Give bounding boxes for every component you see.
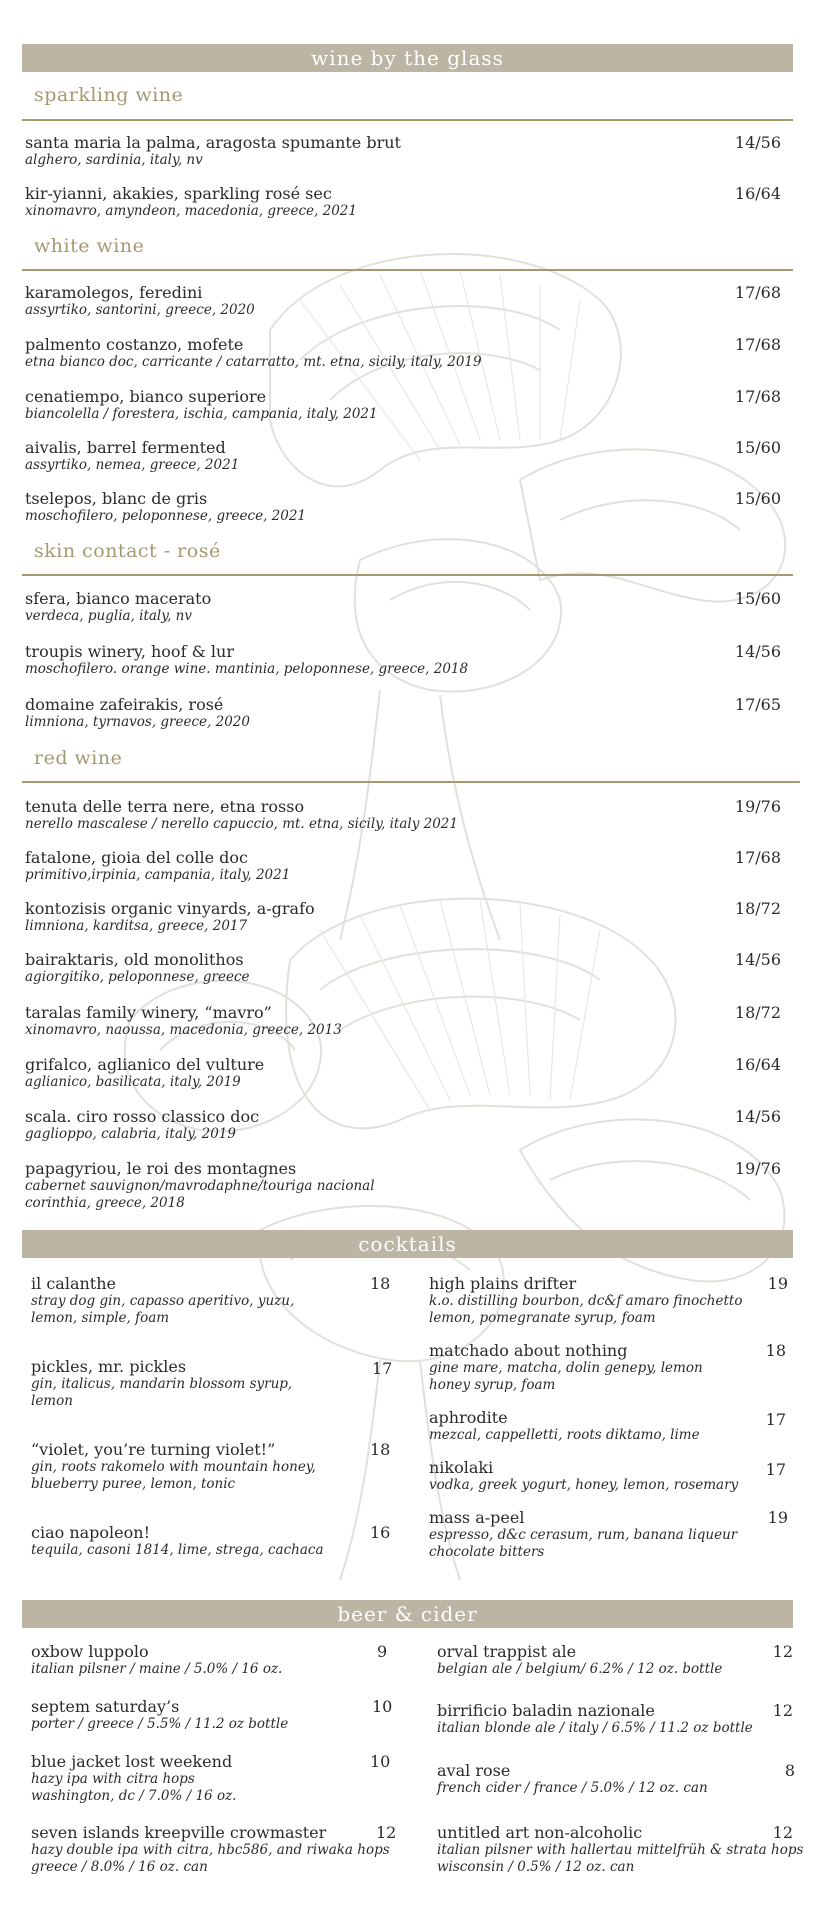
- beer-name: aval rose: [437, 1761, 511, 1780]
- cocktail-name: matchado about nothing: [429, 1341, 628, 1360]
- beer-item: [31, 1642, 282, 1678]
- beer-name: septem saturday’s: [31, 1697, 180, 1716]
- beer-header-band: [22, 1600, 793, 1628]
- wine-desc: primitivo,irpinia, campania, italy, 2021: [25, 867, 291, 883]
- cocktail-item: [31, 1440, 316, 1493]
- beer-name: blue jacket lost weekend: [31, 1752, 233, 1771]
- cocktail-desc: gin, italicus, mandarin blossom syrup,: [31, 1376, 293, 1392]
- beer-desc: porter / greece / 5.5% / 11.2 oz bottle: [31, 1716, 289, 1732]
- beer-item: [437, 1701, 753, 1737]
- wine-name: aivalis, barrel fermented: [25, 438, 226, 457]
- section-title-white: white wine: [34, 235, 145, 257]
- wine-item: [25, 1055, 264, 1091]
- wine-desc: moschofilero, peloponnese, greece, 2021: [25, 508, 307, 524]
- cocktail-price: 16: [370, 1523, 391, 1542]
- cocktail-item: [31, 1274, 294, 1327]
- wine-price: 14/56: [734, 133, 781, 152]
- wine-desc: assyrtiko, santorini, greece, 2020: [25, 302, 255, 318]
- wine-price: 17/68: [734, 335, 781, 354]
- wine-item: [25, 899, 315, 935]
- cocktail-desc: lemon, pomegranate syrup, foam: [429, 1310, 656, 1326]
- wine-name: bairaktaris, old monolithos: [25, 950, 244, 969]
- wine-item: [25, 1107, 259, 1143]
- section-title-skin-contact: skin contact - rosé: [34, 540, 221, 562]
- wine-item: [25, 438, 239, 474]
- wine-price: 18/72: [734, 899, 781, 918]
- wine-name: tselepos, blanc de gris: [25, 489, 208, 508]
- wine-name: fatalone, gioia del colle doc: [25, 848, 248, 867]
- cocktail-price: 19: [767, 1508, 788, 1527]
- beer-desc: greece / 8.0% / 16 oz. can: [31, 1859, 208, 1875]
- wine-desc: cabernet sauvignon/mavrodaphne/touriga nacional: [25, 1178, 375, 1194]
- cocktails-header-band: [22, 1230, 793, 1258]
- wine-name: kir-yianni, akakies, sparkling rosé sec: [25, 184, 332, 203]
- wine-name: scala. ciro rosso classico doc: [25, 1107, 260, 1126]
- cocktail-item: [429, 1508, 737, 1561]
- wine-item: [25, 848, 290, 884]
- cocktail-item: [429, 1274, 742, 1327]
- wine-item: [25, 184, 357, 220]
- beer-price: 12: [772, 1823, 793, 1842]
- wine-price: 16/64: [734, 184, 781, 203]
- section-divider: [22, 119, 793, 121]
- wine-name: palmento costanzo, mofete: [25, 335, 244, 354]
- wine-item: [25, 797, 458, 833]
- wine-item: [25, 1003, 342, 1039]
- beer-desc: italian pilsner / maine / 5.0% / 16 oz.: [31, 1661, 283, 1677]
- wine-name: taralas family winery, “mavro”: [25, 1003, 272, 1022]
- cocktail-name: “violet, you’re turning violet!”: [31, 1440, 276, 1459]
- wine-price: 16/64: [734, 1055, 781, 1074]
- wine-title: wine by the glass: [311, 46, 504, 70]
- cocktail-name: il calanthe: [31, 1274, 116, 1293]
- beer-name: orval trappist ale: [437, 1642, 577, 1661]
- section-divider: [22, 781, 800, 783]
- wine-desc: nerello mascalese / nerello capuccio, mt. etna, sicily, italy 2021: [25, 816, 458, 832]
- wine-price: 17/68: [734, 387, 781, 406]
- cocktail-price: 18: [370, 1440, 391, 1459]
- wine-price: 15/60: [734, 438, 781, 457]
- wine-name: santa maria la palma, aragosta spumante brut: [25, 133, 401, 152]
- cocktail-desc: chocolate bitters: [429, 1544, 545, 1560]
- beer-desc: italian blonde ale / italy / 6.5% / 11.2 oz bottle: [437, 1720, 753, 1736]
- section-title-red: red wine: [34, 747, 123, 769]
- wine-price: 15/60: [734, 589, 781, 608]
- wine-desc: corinthia, greece, 2018: [25, 1195, 185, 1211]
- wine-price: 19/76: [734, 797, 781, 816]
- cocktail-desc: stray dog gin, capasso aperitivo, yuzu,: [31, 1293, 295, 1309]
- beer-desc: french cider / france / 5.0% / 12 oz. can: [437, 1780, 708, 1796]
- wine-name: troupis winery, hoof & lur: [25, 642, 234, 661]
- wine-name: cenatiempo, bianco superiore: [25, 387, 267, 406]
- wine-item: [25, 335, 482, 371]
- beer-price: 12: [772, 1701, 793, 1720]
- wine-price: 14/56: [734, 1107, 781, 1126]
- wine-header-band: [22, 44, 793, 72]
- wine-price: 14/56: [734, 642, 781, 661]
- cocktail-desc: vodka, greek yogurt, honey, lemon, rosemary: [429, 1477, 739, 1493]
- section-divider: [22, 269, 793, 271]
- beer-item: [437, 1823, 803, 1876]
- wine-price: 15/60: [734, 489, 781, 508]
- beer-name: seven islands kreepville crowmaster: [31, 1823, 327, 1842]
- cocktail-desc: gin, roots rakomelo with mountain honey,: [31, 1459, 316, 1475]
- wine-name: karamolegos, feredini: [25, 283, 203, 302]
- cocktail-name: high plains drifter: [429, 1274, 577, 1293]
- wine-name: sfera, bianco macerato: [25, 589, 212, 608]
- beer-title: beer & cider: [337, 1602, 478, 1626]
- wine-desc: xinomavro, naoussa, macedonia, greece, 2013: [25, 1022, 342, 1038]
- beer-name: birrificio baladin nazionale: [437, 1701, 655, 1720]
- wine-desc: biancolella / forestera, ischia, campania, italy, 2021: [25, 406, 378, 422]
- cocktail-desc: espresso, d&c cerasum, rum, banana liqueur: [429, 1527, 738, 1543]
- section-title-sparkling: sparkling wine: [34, 84, 184, 106]
- cocktail-desc: k.o. distilling bourbon, dc&f amaro finochetto: [429, 1293, 743, 1309]
- cocktail-desc: gine mare, matcha, dolin genepy, lemon: [429, 1360, 703, 1376]
- beer-desc: hazy ipa with citra hops: [31, 1771, 195, 1787]
- wine-name: tenuta delle terra nere, etna rosso: [25, 797, 305, 816]
- wine-price: 19/76: [734, 1159, 781, 1178]
- wine-price: 17/68: [734, 283, 781, 302]
- wine-price: 14/56: [734, 950, 781, 969]
- beer-item: [31, 1823, 390, 1876]
- cocktail-item: [429, 1408, 700, 1444]
- wine-item: [25, 642, 468, 678]
- cocktail-name: aphrodite: [429, 1408, 508, 1427]
- cocktail-price: 17: [765, 1410, 786, 1429]
- wine-price: 17/68: [734, 848, 781, 867]
- section-divider: [22, 574, 793, 576]
- cocktail-price: 18: [370, 1274, 391, 1293]
- wine-desc: gaglioppo, calabria, italy, 2019: [25, 1126, 236, 1142]
- cocktail-name: pickles, mr. pickles: [31, 1357, 187, 1376]
- beer-price: 12: [772, 1642, 793, 1661]
- cocktails-title: cocktails: [358, 1232, 457, 1256]
- beer-name: oxbow luppolo: [31, 1642, 149, 1661]
- wine-name: domaine zafeirakis, rosé: [25, 695, 224, 714]
- beer-desc: hazy double ipa with citra, hbc586, and riwaka hops: [31, 1842, 390, 1858]
- wine-item: [25, 695, 250, 731]
- wine-item: [25, 283, 255, 319]
- wine-desc: limniona, karditsa, greece, 2017: [25, 918, 248, 934]
- beer-item: [437, 1761, 708, 1797]
- cocktail-desc: mezcal, cappelletti, roots diktamo, lime: [429, 1427, 700, 1443]
- wine-desc: xinomavro, amyndeon, macedonia, greece, 2021: [25, 203, 357, 219]
- beer-desc: wisconsin / 0.5% / 12 oz. can: [437, 1859, 635, 1875]
- beer-item: [31, 1752, 236, 1805]
- beer-desc: italian pilsner with hallertau mittelfrüh & strata hops: [437, 1842, 804, 1858]
- wine-name: kontozisis organic vinyards, a-grafo: [25, 899, 315, 918]
- beer-price: 8: [784, 1761, 795, 1780]
- wine-name: grifalco, aglianico del vulture: [25, 1055, 265, 1074]
- wine-desc: verdeca, puglia, italy, nv: [25, 608, 192, 624]
- wine-item: [25, 133, 401, 169]
- wine-desc: aglianico, basilicata, italy, 2019: [25, 1074, 241, 1090]
- wine-desc: moschofilero. orange wine. mantinia, peloponnese, greece, 2018: [25, 661, 469, 677]
- cocktail-desc: tequila, casoni 1814, lime, strega, cachaca: [31, 1542, 324, 1558]
- wine-price: 18/72: [734, 1003, 781, 1022]
- beer-desc: belgian ale / belgium/ 6.2% / 12 oz. bottle: [437, 1661, 723, 1677]
- beer-name: untitled art non-alcoholic: [437, 1823, 643, 1842]
- cocktail-item: [31, 1523, 324, 1559]
- wine-item: [25, 589, 211, 625]
- cocktail-name: ciao napoleon!: [31, 1523, 151, 1542]
- cocktail-item: [31, 1357, 292, 1410]
- wine-price: 17/65: [734, 695, 781, 714]
- cocktail-name: nikolaki: [429, 1458, 494, 1477]
- wine-item: [25, 387, 378, 423]
- cocktail-desc: honey syrup, foam: [429, 1377, 556, 1393]
- wine-item: [25, 950, 250, 986]
- beer-item: [31, 1697, 288, 1733]
- wine-desc: limniona, tyrnavos, greece, 2020: [25, 714, 250, 730]
- cocktail-item: [429, 1341, 703, 1394]
- cocktail-desc: lemon, simple, foam: [31, 1310, 170, 1326]
- cocktail-price: 17: [765, 1460, 786, 1479]
- beer-price: 12: [376, 1823, 397, 1842]
- cocktail-price: 18: [765, 1341, 786, 1360]
- cocktail-price: 19: [767, 1274, 788, 1293]
- wine-desc: etna bianco doc, carricante / catarratto, mt. etna, sicily, italy, 2019: [25, 354, 482, 370]
- wine-desc: assyrtiko, nemea, greece, 2021: [25, 457, 240, 473]
- beer-price: 10: [372, 1697, 393, 1716]
- beer-price: 9: [377, 1642, 388, 1661]
- cocktail-price: 17: [372, 1359, 393, 1378]
- beer-item: [437, 1642, 722, 1678]
- wine-item: [25, 489, 306, 525]
- cocktail-desc: blueberry puree, lemon, tonic: [31, 1476, 236, 1492]
- cocktail-desc: lemon: [31, 1393, 73, 1409]
- wine-name: papagyriou, le roi des montagnes: [25, 1159, 297, 1178]
- cocktail-name: mass a-peel: [429, 1508, 525, 1527]
- cocktail-item: [429, 1458, 738, 1494]
- wine-desc: agiorgitiko, peloponnese, greece: [25, 969, 250, 985]
- beer-price: 10: [370, 1752, 391, 1771]
- beer-desc: washington, dc / 7.0% / 16 oz.: [31, 1788, 237, 1804]
- wine-desc: alghero, sardinia, italy, nv: [25, 152, 203, 168]
- wine-item: [25, 1159, 375, 1212]
